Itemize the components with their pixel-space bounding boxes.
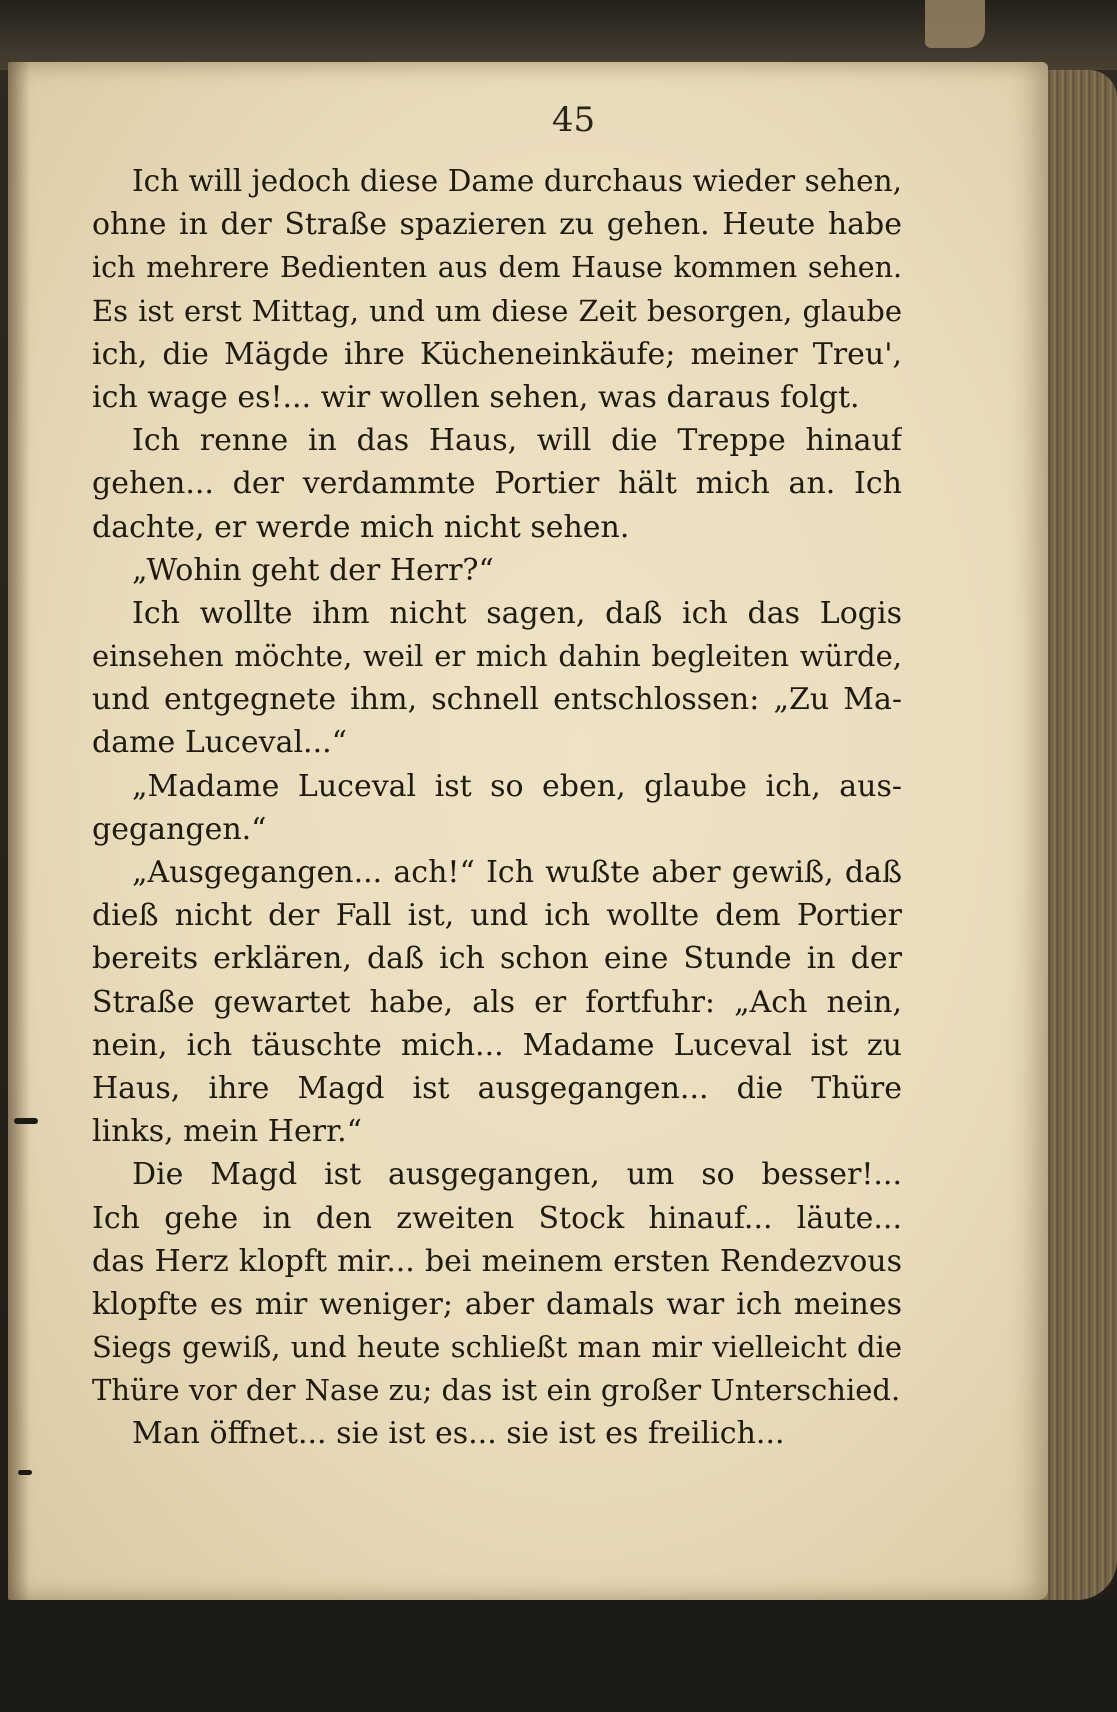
- text-line: Siegs gewiß, und heute schließt man mir vielleicht die: [92, 1330, 902, 1365]
- text-line: und entgegnete ihm, schnell entschlossen: „Zu Ma-: [92, 682, 902, 718]
- text-line: Die Magd ist ausgegangen, um so besser!...: [132, 1157, 902, 1193]
- text-line: „Wohin geht der Herr?“: [132, 552, 494, 588]
- body-text: [92, 160, 902, 1456]
- text-line: Ich renne in das Haus, will die Treppe hinauf: [132, 423, 902, 459]
- text-line: das Herz klopft mir... bei meinem ersten Rendezvous: [92, 1243, 902, 1279]
- text-line: ohne in der Straße spazieren zu gehen. Heute habe: [92, 207, 902, 243]
- text-line: gegangen.“: [92, 811, 267, 847]
- text-line: Straße gewartet habe, als er fortfuhr: „Ach nein,: [92, 984, 902, 1020]
- text-line: „Madame Luceval ist so eben, glaube ich, aus-: [132, 768, 902, 804]
- paper-scrap: [925, 0, 985, 48]
- text-line: „Ausgegangen... ach!“ Ich wußte aber gewiß, daß: [132, 855, 902, 890]
- page-number: 45: [551, 100, 596, 140]
- text-line: gehen... der verdammte Portier hält mich an. Ich: [92, 466, 902, 502]
- text-line: Man öffnet... sie ist es... sie ist es freilich...: [132, 1416, 785, 1452]
- text-line: bereits erklären, daß ich schon eine Stunde in der: [92, 941, 902, 977]
- page-gutter: [8, 62, 30, 1600]
- text-line: dieß nicht der Fall ist, und ich wollte dem Portier: [92, 898, 902, 934]
- bottom-shadow: [0, 1600, 1117, 1712]
- text-line: Ich wollte ihm nicht sagen, daß ich das Logis: [132, 595, 902, 631]
- text-line: Ich gehe in den zweiten Stock hinauf... läute...: [92, 1200, 902, 1236]
- text-line: nein, ich täuschte mich... Madame Luceval ist zu: [92, 1027, 902, 1063]
- text-line: klopfte es mir weniger; aber damals war ich meines: [92, 1286, 902, 1322]
- text-line: Thüre vor der Nase zu; das ist ein großer Unterschied.: [92, 1373, 901, 1408]
- text-line: ich wage es!... wir wollen sehen, was daraus folgt.: [92, 379, 860, 415]
- ink-mark: [14, 1118, 38, 1124]
- text-line: einsehen möchte, weil er mich dahin begleiten würde,: [92, 639, 902, 674]
- text-line: dachte, er werde mich nicht sehen.: [92, 509, 630, 545]
- text-line: Haus, ihre Magd ist ausgegangen... die Thüre: [92, 1070, 902, 1106]
- text-line: ich, die Mägde ihre Kücheneinkäufe; meiner Treu',: [92, 336, 902, 372]
- text-line: Ich will jedoch diese Dame durchaus wieder sehen,: [132, 164, 902, 198]
- text-line: dame Luceval...“: [92, 725, 347, 761]
- ink-mark: [18, 1470, 32, 1475]
- text-line: links, mein Herr.“: [92, 1114, 362, 1150]
- text-line: Es ist erst Mittag, und um diese Zeit besorgen, glaube: [92, 293, 902, 328]
- text-line: ich mehrere Bedienten aus dem Hause kommen sehen.: [92, 251, 902, 285]
